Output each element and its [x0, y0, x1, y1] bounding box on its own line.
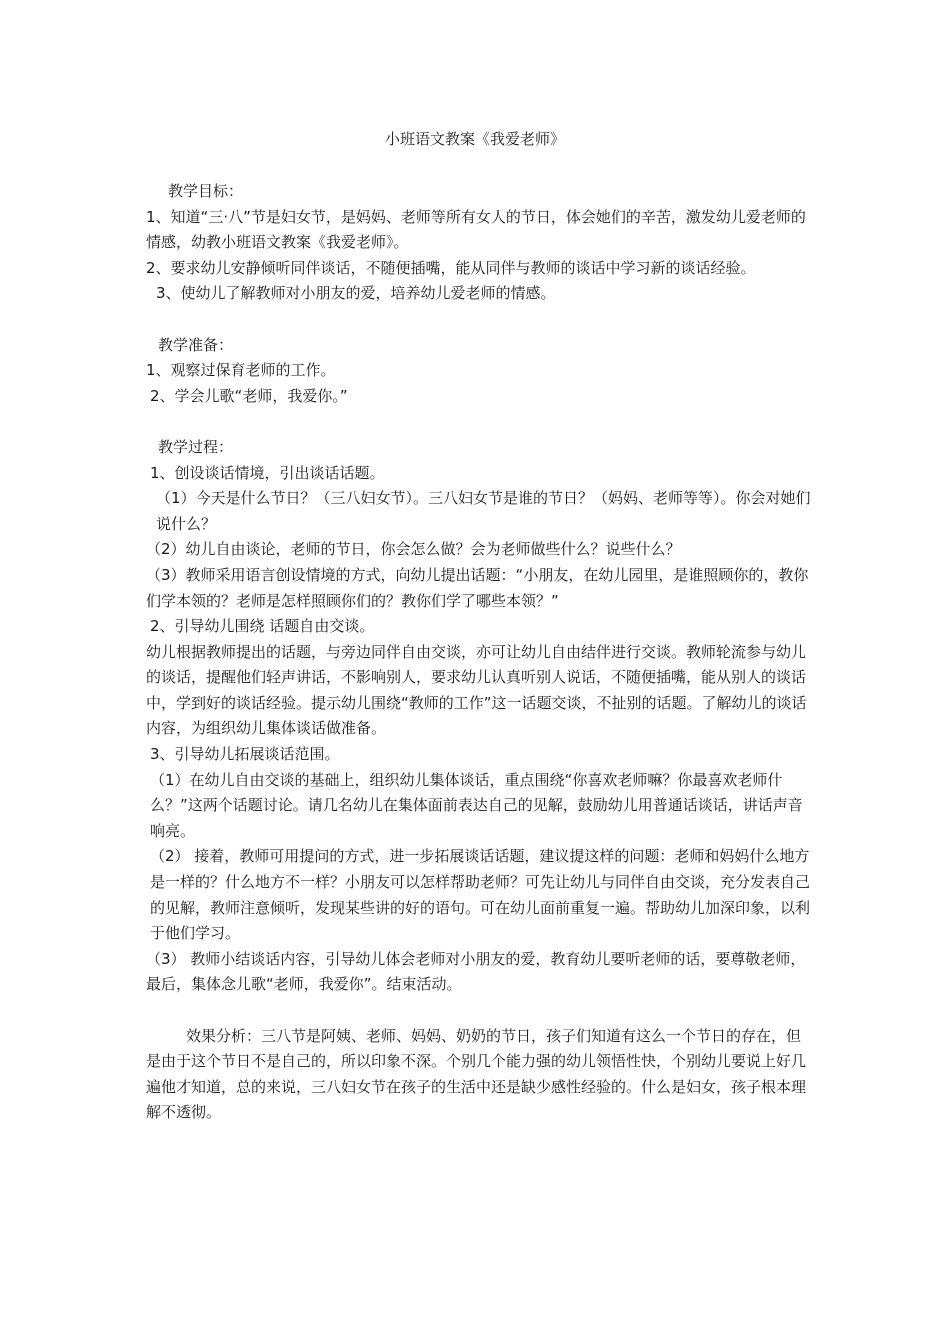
document-body [146, 179, 814, 1126]
process-heading: 教学过程： [158, 437, 234, 456]
process-step-3-1: （1）在幼儿自由交谈的基础上，组织幼儿集体谈话，重点围绕“你喜欢老师嘛？你最喜欢老师什么？”这两个话题讨论。请几名幼儿在集体面前表达自己的见解，鼓励幼儿用普通话谈话，讲话声音响亮。 [150, 770, 803, 840]
goal-item-2: 2、要求幼儿安静倾听同伴谈话，不随便插嘴，能从同伴与教师的谈话中学习新的谈话经验。 [146, 258, 756, 277]
process-step-2-body: 幼儿根据教师提出的话题，与旁边同伴自由交谈，亦可让幼儿自由结伴进行交谈。教师轮流参与幼儿的谈话，提醒他们轻声讲话，不影响别人，要求幼儿认真听别人说话，不随便插嘴，能从别人的谈话中，学到好的谈话经验。提示幼儿围绕“教师的工作”这一话题交谈，不扯别的话题。了解幼儿的谈话内容，为组织幼儿集体谈话做准备。 [146, 642, 807, 738]
prep-item-2: 2、学会儿歌“老师，我爱你。” [150, 386, 348, 405]
goal-item-3: 3、使幼儿了解教师对小朋友的爱，培养幼儿爱老师的情感。 [156, 284, 556, 303]
process-step-3-2: （2） 接着，教师可用提问的方式，进一步拓展谈话话题，建议提这样的问题：老师和妈妈什么地方是一样的？什么地方不一样？小朋友可以怎样帮助老师？可先让幼儿与同伴自由交谈，充分发表自己的见解，教师注意倾听，发现某些讲的好的语句。可在幼儿面前重复一遍。帮助幼儿加深印象，以利于他们学习。 [150, 847, 811, 943]
prep-heading: 教学准备： [158, 335, 234, 354]
goal-item-1: 1、知道“三·八”节是妇女节，是妈妈、老师等所有女人的节日，体会她们的辛苦，激发幼儿爱老师的情感，幼教小班语文教案《我爱老师》。 [146, 207, 806, 252]
process-step-1: 1、创设谈话情境，引出谈话话题。 [150, 463, 385, 482]
prep-item-1: 1、观察过保育老师的工作。 [146, 361, 336, 380]
process-step-2: 2、引导幼儿围绕 话题自由交谈。 [150, 617, 375, 636]
process-step-3: 3、引导幼儿拓展谈话范围。 [150, 745, 340, 764]
goals-heading: 教学目标： [168, 182, 244, 200]
effect-analysis: 效果分析：三八节是阿姨、老师、妈妈、奶奶的节日，孩子们知道有这么一个节日的存在，但是由于这个节日不是自己的，所以印象不深。个别几个能力强的幼儿领悟性快，个别幼儿要说上好几遍他才知道，总的来说，三八妇女节在孩子的生活中还是缺少感性经验的。什么是妇女，孩子根本理解不透彻。 [146, 1026, 807, 1122]
spacer [146, 409, 814, 435]
spacer [146, 307, 814, 333]
process-step-3-3: （3） 教师小结谈话内容，引导幼儿体会老师对小朋友的爱，教育幼儿要听老师的话，要尊敬老师，最后，集体念儿歌“老师，我爱你”。结束活动。 [146, 949, 806, 994]
spacer [146, 998, 814, 1024]
process-step-1-2: （2）幼儿自由谈论，老师的节日，你会怎么做？会为老师做些什么？说些什么？ [146, 540, 681, 559]
process-step-1-3: （3）教师采用语言创设情境的方式，向幼儿提出话题：“小朋友，在幼儿园里，是谁照顾你的，教你们学本领的？老师是怎样照顾你们的？教你们学了哪些本领？” [146, 565, 809, 610]
document-title: 小班语文教案《我爱老师》 [384, 130, 565, 148]
process-step-1-1: （1）今天是什么节日？（三八妇女节）。三八妇女节是谁的节日？（妈妈、老师等等）。你会对她们说什么？ [156, 489, 811, 533]
